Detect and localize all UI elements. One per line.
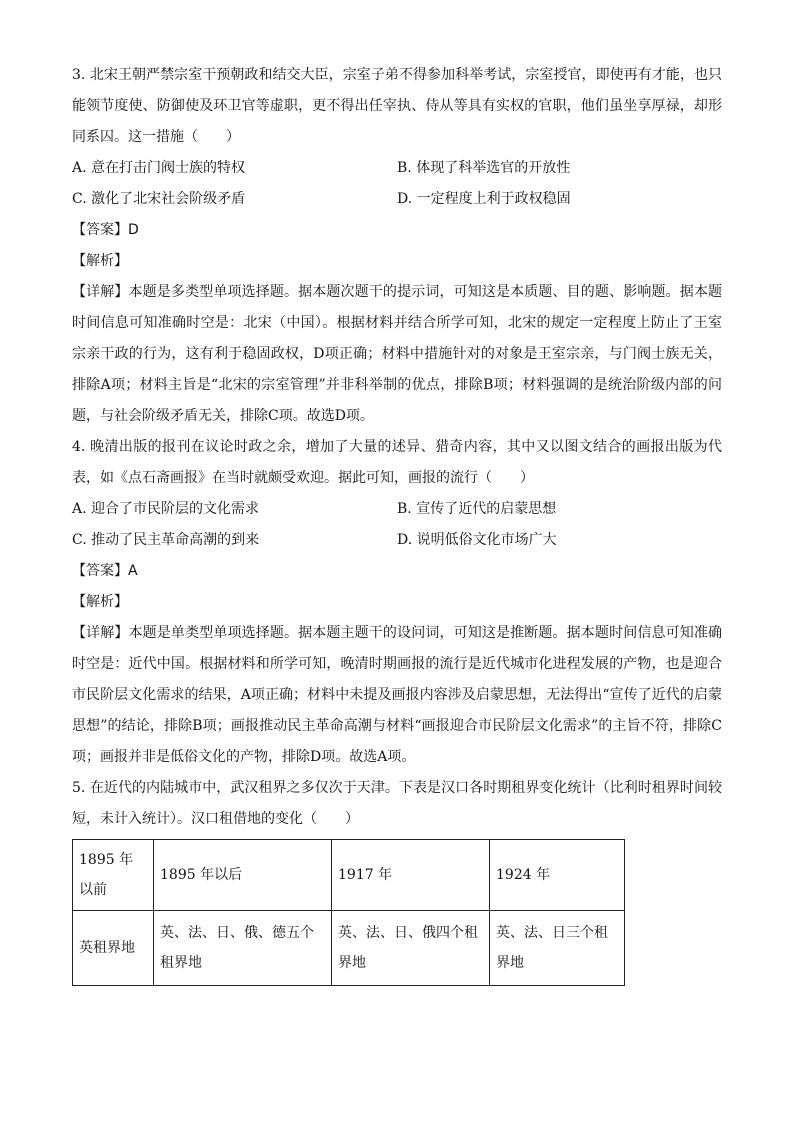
table-cell: 英、法、日、俄四个租界地 (332, 911, 490, 986)
table-cell: 英、法、日三个租界地 (490, 911, 625, 986)
option-c: C. 激化了北宋社会阶级矛盾 (72, 191, 246, 207)
option-b: B. 体现了科举选官的开放性 (397, 160, 571, 176)
option-d: D. 一定程度上利于政权稳固 (397, 191, 571, 207)
option-d: D. 说明低俗文化市场广大 (397, 532, 557, 548)
option-a: A. 意在打击门阀士族的特权 (72, 160, 246, 176)
analysis-label: 【解析】 (72, 594, 128, 610)
table-cell: 英、法、日、俄、德五个租界地 (154, 911, 332, 986)
table-cell: 1895 年以后 (154, 840, 332, 911)
question-3-options (72, 153, 722, 215)
table-cell: 1924 年 (490, 840, 625, 911)
question-3-stem: 3. 北宋王朝严禁宗室干预朝政和结交大臣，宗室子弟不得参加科举考试，宗室授官，即使再有才能，也只能领节度使、防御使及环卫官等虚职，更不得出任宰执、侍从等具有实权的官职，他们虽坐享厚禄，却形同系囚。这一措施（ ） (72, 67, 722, 145)
table-cell: 1917 年 (332, 840, 490, 911)
answer-label: 【答案】D (72, 222, 139, 238)
table-row (73, 911, 625, 986)
answer-label: 【答案】A (72, 563, 138, 579)
question-5-stem: 5. 在近代的内陆城市中，武汉租界之多仅次于天津。下表是汉口各时期租界变化统计（比利时租界时间较短，未计入统计）。汉口租借地的变化（ ） (72, 780, 722, 827)
table-cell: 1895 年以前 (73, 840, 154, 911)
question-4-options (72, 494, 722, 556)
document-page (72, 60, 722, 986)
question-3-detail: 【详解】本题是多类型单项选择题。据本题次题干的提示词，可知这是本质题、目的题、影响题。据本题时间信息可知准确时空是：北宋（中国）。根据材料并结合所学可知，北宋的规定一定程度上防止了王室宗亲干政的行为，这有利于稳固政权，D项正确；材料中措施针对的对象是王室宗亲，与门阀士族无关，排除A项；材料主旨是“北宋的宗室管理”并非科举制的优点，排除B项；材料强调的是统治阶级内部的问题，与社会阶级矛盾无关，排除C项。故选D项。 (72, 284, 722, 424)
table-header-row (73, 840, 625, 911)
analysis-label: 【解析】 (72, 253, 128, 269)
option-b: B. 宣传了近代的启蒙思想 (397, 501, 557, 517)
table-cell: 英租界地 (73, 911, 154, 986)
option-a: A. 迎合了市民阶层的文化需求 (72, 501, 260, 517)
question-4-detail: 【详解】本题是单类型单项选择题。据本题主题干的设问词，可知这是推断题。据本题时间信息可知准确时空是：近代中国。根据材料和所学可知，晚清时期画报的流行是近代城市化进程发展的产物，也是迎合市民阶层文化需求的结果，A项正确；材料中未提及画报内容涉及启蒙思想，无法得出“宣传了近代的启蒙思想”的结论，排除B项；画报推动民主革命高潮与材料“画报迎合市民阶层文化需求”的主旨不符，排除C项；画报并非是低俗文化的产物，排除D项。故选A项。 (72, 625, 722, 765)
question-4-stem: 4. 晚清出版的报刊在议论时政之余，增加了大量的述异、猎奇内容，其中又以图文结合的画报出版为代表，如《点石斋画报》在当时就颇受欢迎。据此可知，画报的流行（ ） (72, 439, 722, 486)
concession-table (72, 839, 625, 986)
option-c: C. 推动了民主革命高潮的到来 (72, 532, 260, 548)
